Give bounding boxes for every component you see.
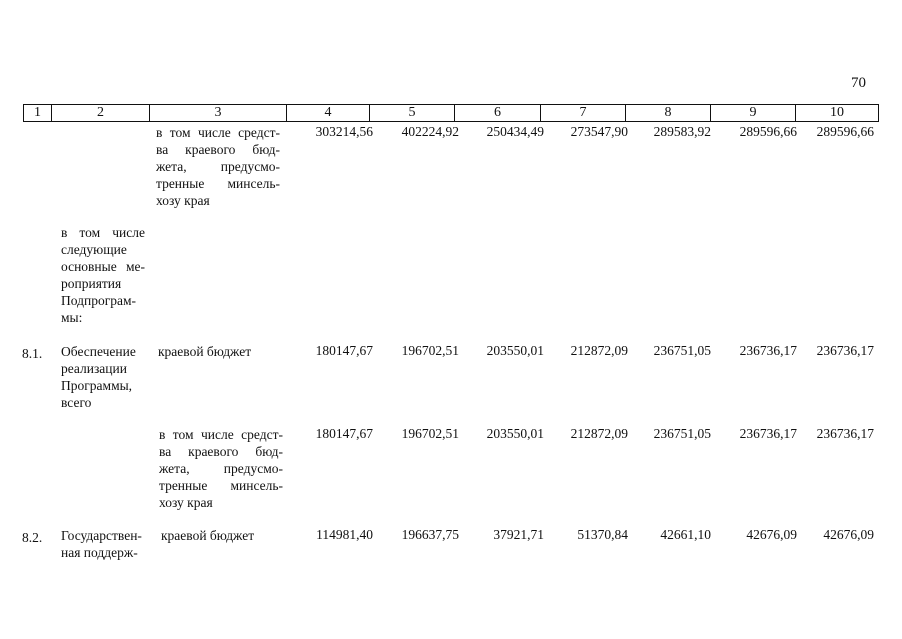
header-cell-6: 6 <box>454 104 540 122</box>
funding-source <box>161 527 285 544</box>
value-cell-col-8: 236751,05 <box>653 426 711 441</box>
funding-source-line: жета, предусмо- <box>159 461 283 476</box>
header-cell-9: 9 <box>710 104 795 122</box>
header-cell-1: 1 <box>23 104 51 122</box>
measure-name-line: в том числе <box>61 225 145 240</box>
funding-source-line: краевой бюджет <box>158 344 252 359</box>
value-cell-col-5: 196637,75 <box>401 527 459 542</box>
value-cell-col-4: 303214,56 <box>315 124 373 139</box>
measure-name-line: Программы, <box>61 378 133 393</box>
funding-source-line: ва краевого бюд- <box>156 142 280 157</box>
funding-source-line: ва краевого бюд- <box>159 444 283 459</box>
value-cell-col-7: 212872,09 <box>570 426 628 441</box>
measure-name-line: Обеспечение <box>61 344 136 359</box>
value-cell-col-9: 236736,17 <box>739 343 797 358</box>
value-cell-col-5: 402224,92 <box>401 124 459 139</box>
value-cell-col-9: 42676,09 <box>746 527 797 542</box>
page-number: 70 <box>851 75 866 91</box>
row-number: 8.2. <box>22 530 43 545</box>
value-cell-col-6: 203550,01 <box>486 426 544 441</box>
table-header-row <box>23 104 879 122</box>
measure-name-line: следующие <box>61 242 127 257</box>
funding-source-line: в том числе средст- <box>156 125 280 140</box>
value-cell-col-7: 51370,84 <box>577 527 628 542</box>
measure-name-line: всего <box>61 395 92 410</box>
value-cell-col-8: 42661,10 <box>660 527 711 542</box>
value-cell-col-10: 289596,66 <box>816 124 874 139</box>
measure-name-line: основные ме- <box>61 259 145 274</box>
value-cell-col-5: 196702,51 <box>401 343 459 358</box>
measure-name-line: ная поддерж- <box>61 545 138 560</box>
measure-name-line: мы: <box>61 310 83 325</box>
funding-source-line: жета, предусмо- <box>156 159 280 174</box>
header-cell-3: 3 <box>149 104 286 122</box>
value-cell-col-6: 203550,01 <box>486 343 544 358</box>
measure-name-line: роприятия <box>61 276 122 291</box>
header-cell-7: 7 <box>540 104 625 122</box>
value-cell-col-6: 37921,71 <box>493 527 544 542</box>
measure-name <box>61 224 145 326</box>
header-cell-5: 5 <box>369 104 454 122</box>
value-cell-col-10: 236736,17 <box>816 426 874 441</box>
header-cell-10: 10 <box>795 104 879 122</box>
value-cell-col-9: 236736,17 <box>739 426 797 441</box>
funding-source-line: в том числе средст- <box>159 427 283 442</box>
funding-source-line: тренные минсель- <box>156 176 280 191</box>
funding-source-line: тренные минсель- <box>159 478 283 493</box>
measure-name-line: Подпрограм- <box>61 293 137 308</box>
header-cell-8: 8 <box>625 104 710 122</box>
funding-source <box>159 426 283 511</box>
value-cell-col-6: 250434,49 <box>486 124 544 139</box>
funding-source <box>156 124 280 209</box>
value-cell-col-4: 180147,67 <box>315 343 373 358</box>
value-cell-col-7: 273547,90 <box>570 124 628 139</box>
value-cell-col-4: 180147,67 <box>315 426 373 441</box>
value-cell-col-8: 289583,92 <box>653 124 711 139</box>
funding-source-line: краевой бюджет <box>161 528 255 543</box>
measure-name <box>61 343 145 411</box>
funding-source-line: хозу края <box>159 495 213 510</box>
value-cell-col-10: 42676,09 <box>823 527 874 542</box>
value-cell-col-9: 289596,66 <box>739 124 797 139</box>
value-cell-col-10: 236736,17 <box>816 343 874 358</box>
measure-name-line: Государствен- <box>61 528 142 543</box>
measure-name <box>61 527 145 561</box>
funding-source <box>158 343 282 360</box>
value-cell-col-4: 114981,40 <box>316 527 373 542</box>
value-cell-col-8: 236751,05 <box>653 343 711 358</box>
header-cell-2: 2 <box>51 104 149 122</box>
funding-source-line: хозу края <box>156 193 210 208</box>
measure-name-line: реализации <box>61 361 127 376</box>
header-cell-4: 4 <box>286 104 369 122</box>
row-number: 8.1. <box>22 346 43 361</box>
value-cell-col-7: 212872,09 <box>570 343 628 358</box>
value-cell-col-5: 196702,51 <box>401 426 459 441</box>
